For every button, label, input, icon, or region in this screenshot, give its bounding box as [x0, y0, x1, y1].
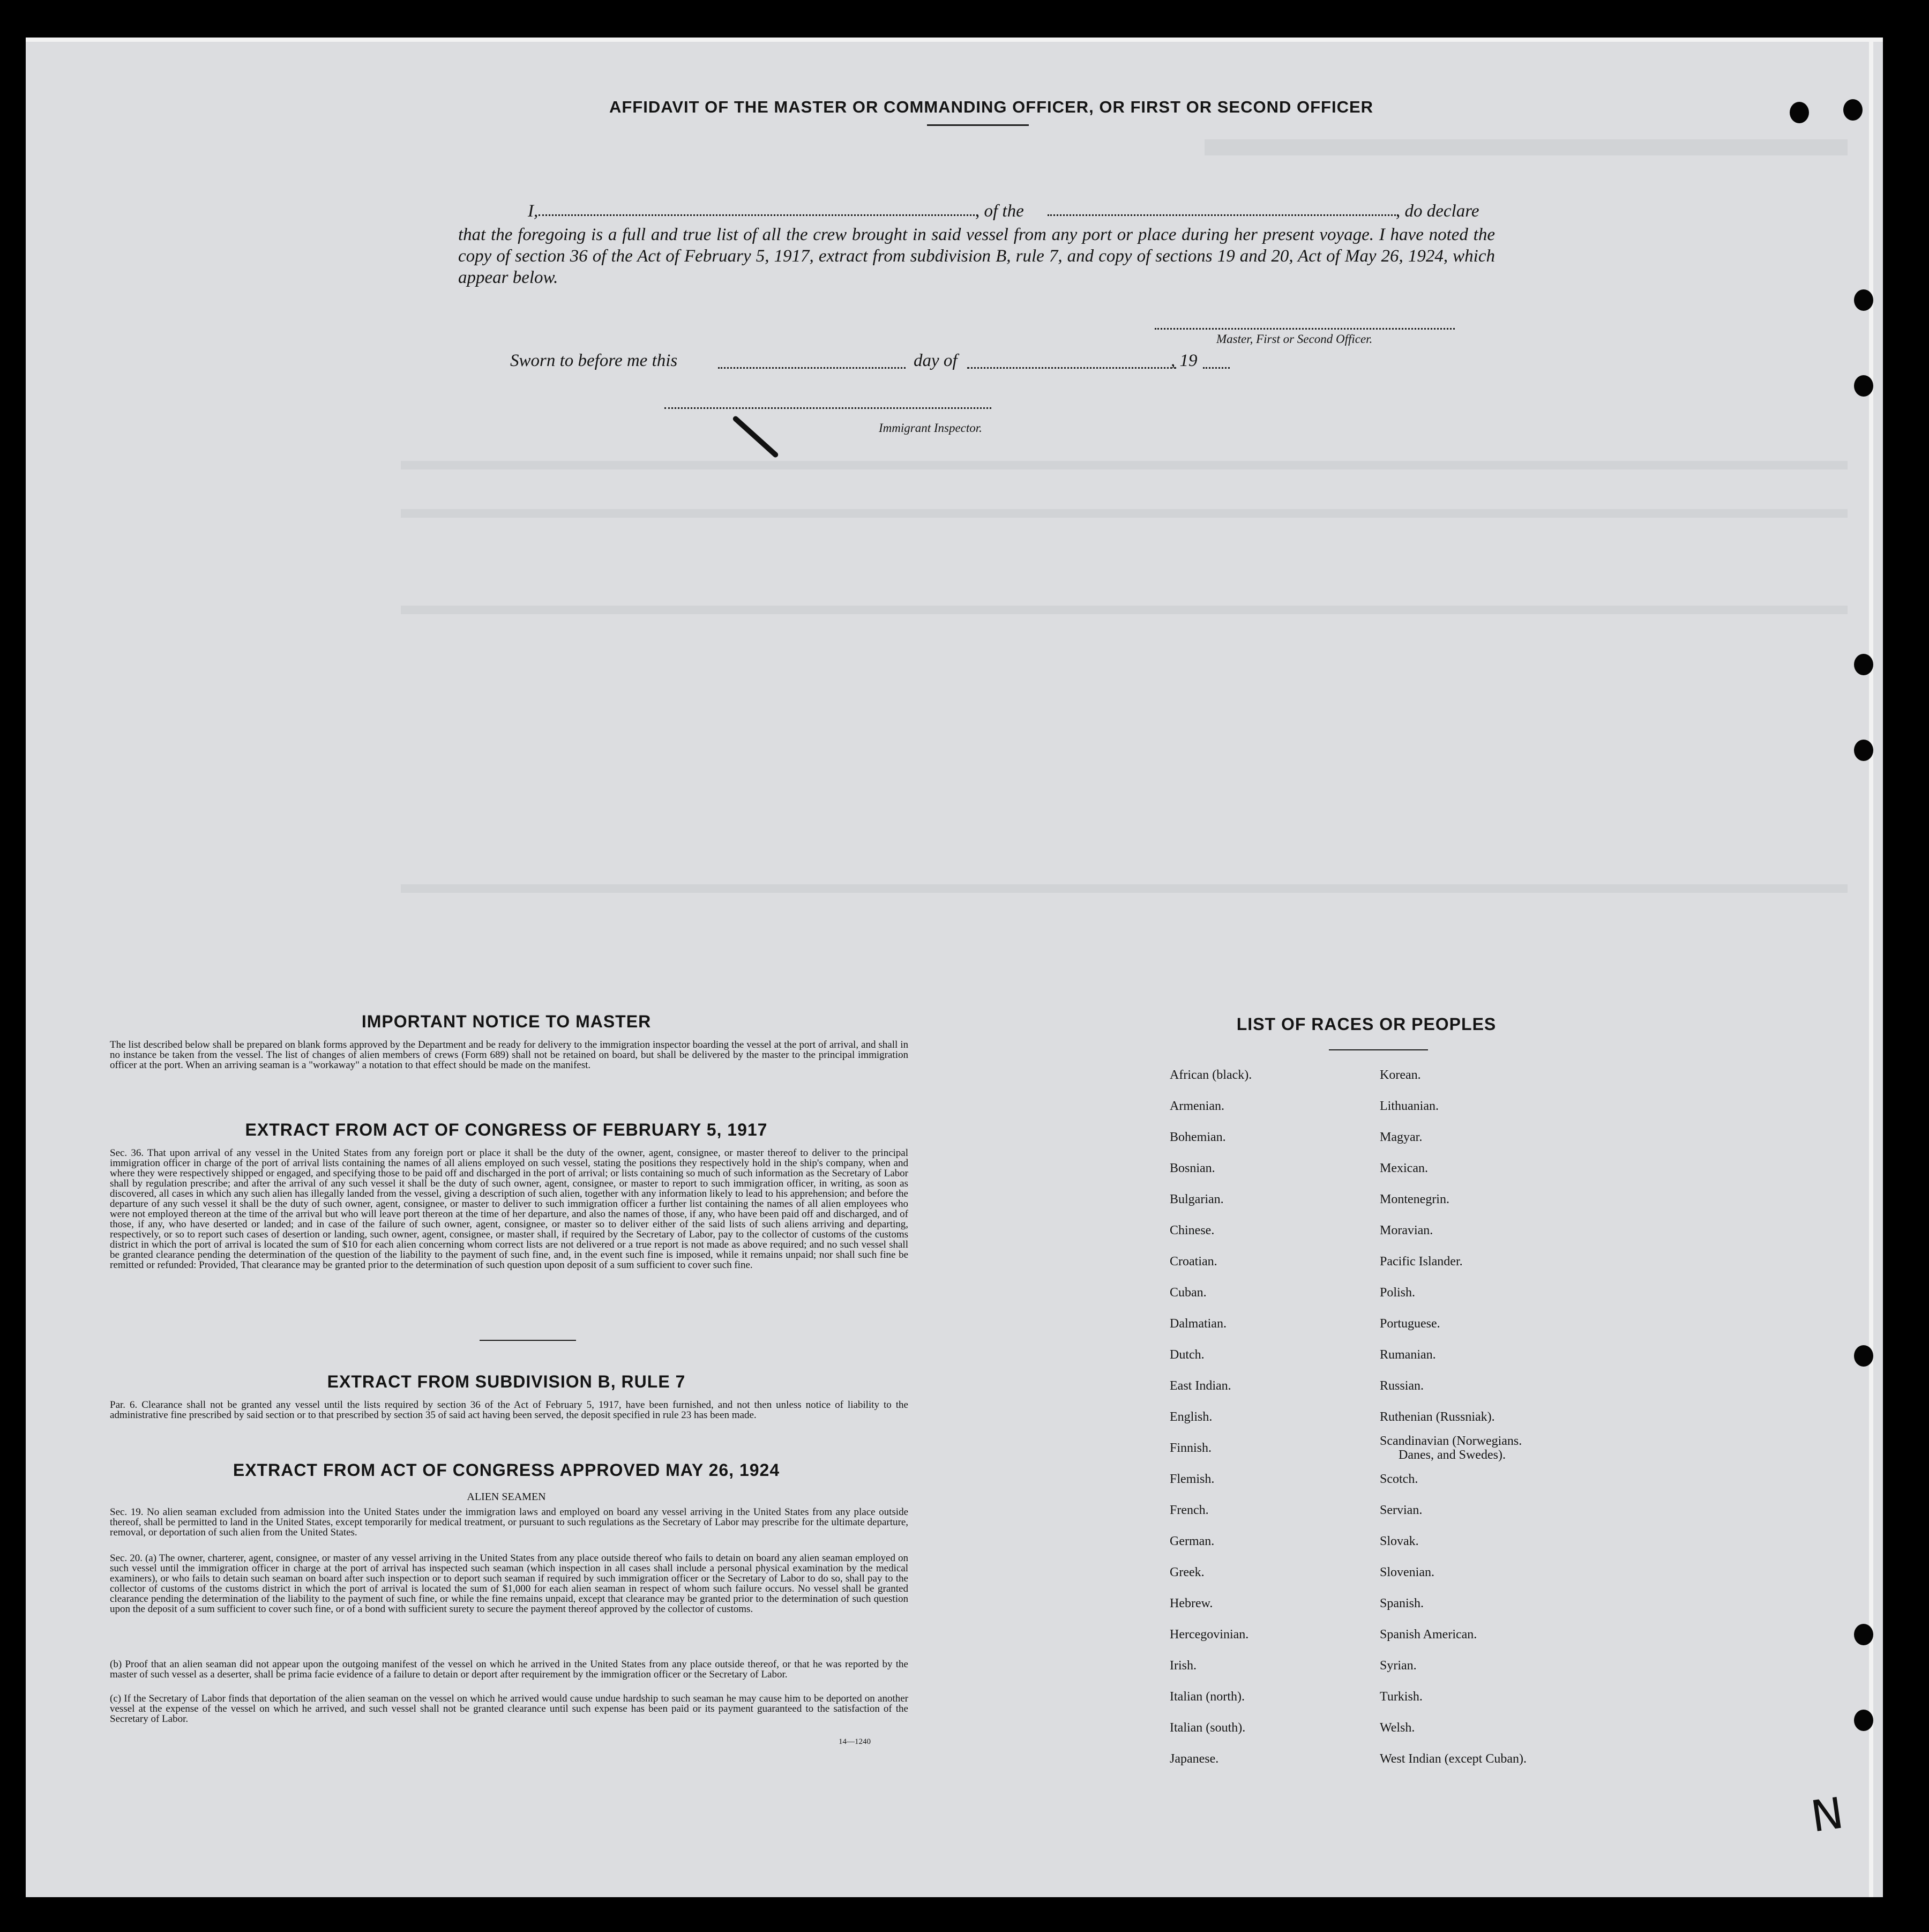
- race-item: Spanish.: [1380, 1597, 1424, 1610]
- extract-1924-sec20c: (c) If the Secretary of Labor finds that deportation of the alien seaman on the vessel on which he arrived would cause undue hardship to such seaman he may cause him to be deported on another vessel at the expense of the vessel on which he arrived, and such vessel shall not be granted clearance until such expense has been paid or its payment guaranteed to the satisfaction of the Secretary of Labor.: [110, 1693, 908, 1725]
- affidavit-declare-label: , do declare: [1396, 202, 1479, 221]
- sworn-day-label: day of: [914, 351, 958, 370]
- race-item: Croatian.: [1170, 1255, 1217, 1269]
- race-item: Greek.: [1170, 1565, 1205, 1579]
- bleed-through: [401, 606, 1848, 614]
- race-item: Danes, and Swedes).: [1399, 1448, 1506, 1462]
- inspector-label: Immigrant Inspector.: [879, 421, 982, 435]
- race-item: Irish.: [1170, 1659, 1197, 1673]
- extract-1924-subtitle: ALIEN SEAMEN: [467, 1491, 546, 1503]
- bleed-through: [401, 509, 1848, 518]
- race-item: Armenian.: [1170, 1099, 1224, 1113]
- race-item: Italian (south).: [1170, 1721, 1246, 1735]
- punch-hole: [1854, 1710, 1873, 1731]
- race-item: Scotch.: [1380, 1472, 1418, 1486]
- race-item: Japanese.: [1170, 1752, 1219, 1766]
- race-item: Chinese.: [1170, 1224, 1215, 1237]
- sworn-year-label: , 19: [1171, 351, 1198, 370]
- race-item: Cuban.: [1170, 1286, 1207, 1300]
- extract-rule7-title: EXTRACT FROM SUBDIVISION B, RULE 7: [327, 1372, 686, 1391]
- extract-1917-text: Sec. 36. That upon arrival of any vessel in the United States from any foreign port or place it shall be the duty of the owner, agent, consignee, or master thereof to deliver to the principal immigration officer in charge of the port of arrival lists containing the names of all aliens employed on such vessel, stating the positions they respectively hold in the ship's company, when and where they were respectively shipped or engaged, and specifying those to be paid off and discharged in the port of arrival; or lists containing so much of such information as the Secretary of Labor shall by regulation prescribe; and after the arrival of any such vessel it shall be the duty of such owner, agent, consignee, or master to report to such immigration officer, in writing, as soon as discovered, all cases in which any such alien has illegally landed from the vessel, giving a description of such alien, together with any information likely to lead to his apprehension; and before the departure of any such vessel it shall be the duty of such owner, agent, consignee, or master to deliver to such immigration officer a further list containing the names of all alien employees who were not employed thereon at the time of the arrival but who will leave port thereon at the time of her departure, and also the names of those, if any, who have been paid off and discharged, and of those, if any, who have deserted or landed; and in case of the failure of such owner, agent, consignee, or master so to deliver either of the said lists of such aliens arriving and departing, respectively, or so to report such cases of desertion or landing, such owner, agent, consignee, or master shall, if required by the Secretary of Labor, pay to the collector of customs of the customs district in which the port of arrival is located the sum of $10 for each alien concerning whom correct lists are not delivered or a true report is not made as above required; and no such vessel shall be granted clearance pending the determination of the question of the liability to the payment of such fine, and, in the event such fine is imposed, while it remains unpaid; nor shall such fine be remitted or refunded: Provided, That clearance may be granted prior to the determination of such question upon deposit of a sum sufficient to cover such fine.: [110, 1147, 908, 1271]
- affidavit-paragraph: that the foregoing is a full and true list of all the crew brought in said vessel from any port or place during her present voyage. I have noted the copy of section 36 of the Act of February 5, 1917, extract from subdivision B, rule 7, and copy of sections 19 and 20, Act of May 26, 1924, which appear below.: [458, 225, 1495, 287]
- race-item: Russian.: [1380, 1379, 1424, 1393]
- notice-title: IMPORTANT NOTICE TO MASTER: [361, 1012, 652, 1031]
- punch-hole: [1843, 99, 1863, 121]
- extract-1924-title: EXTRACT FROM ACT OF CONGRESS APPROVED MAY 26, 1924: [233, 1460, 780, 1480]
- sworn-day-field[interactable]: [718, 367, 906, 369]
- race-item: Lithuanian.: [1380, 1099, 1439, 1113]
- race-item: Polish.: [1380, 1286, 1416, 1300]
- race-item: Welsh.: [1380, 1721, 1415, 1735]
- race-item: Syrian.: [1380, 1659, 1417, 1673]
- punch-hole: [1854, 289, 1873, 311]
- race-item: East Indian.: [1170, 1379, 1231, 1393]
- race-item: Pacific Islander.: [1380, 1255, 1463, 1269]
- race-item: Magyar.: [1380, 1130, 1423, 1144]
- race-item: Finnish.: [1170, 1441, 1212, 1455]
- bleed-through: [401, 461, 1848, 469]
- punch-hole: [1854, 740, 1873, 761]
- race-item: West Indian (except Cuban).: [1380, 1752, 1527, 1766]
- race-item: Slovenian.: [1380, 1565, 1434, 1579]
- master-signature-label: Master, First or Second Officer.: [1216, 332, 1373, 346]
- race-item: Rumanian.: [1380, 1348, 1436, 1362]
- punch-hole: [1790, 102, 1809, 123]
- race-item: Hercegovinian.: [1170, 1628, 1249, 1642]
- race-item: Turkish.: [1380, 1690, 1423, 1704]
- race-item: Hebrew.: [1170, 1597, 1213, 1610]
- race-item: Bosnian.: [1170, 1161, 1215, 1175]
- race-item: Spanish American.: [1380, 1628, 1477, 1642]
- affidavit-i-label: I,: [528, 202, 539, 221]
- race-item: African (black).: [1170, 1068, 1252, 1082]
- master-signature-field[interactable]: [1155, 328, 1455, 330]
- race-item: French.: [1170, 1503, 1209, 1517]
- extract-1924-sec19: Sec. 19. No alien seaman excluded from admission into the United States under the immigration laws and employed on board any vessel arriving in the United States from any place outside thereof, shall be permitted to land in the United States, except temporarily for medical treatment, or pursuant to such regulations as the Secretary of Labor may prescribe for the ultimate departure, removal, or deportation of such alien from the United States.: [110, 1506, 908, 1538]
- race-item: Dutch.: [1170, 1348, 1205, 1362]
- race-item: Ruthenian (Russniak).: [1380, 1410, 1495, 1424]
- races-title-underline: [1329, 1049, 1428, 1050]
- extract-rule7-text: Par. 6. Clearance shall not be granted any vessel until the lists required by section 36 of the Act of February 5, 1917, have been furnished, and not then unless notice of liability to the administrative fine prescribed by said section or to that prescribed by section 35 of said act having been served, the deposit specified in rule 23 has been made.: [110, 1399, 908, 1421]
- race-item: German.: [1170, 1534, 1215, 1548]
- race-item: Slovak.: [1380, 1534, 1419, 1548]
- sworn-label: Sworn to before me this: [510, 351, 678, 370]
- extract-1917-title: EXTRACT FROM ACT OF CONGRESS OF FEBRUARY 5, 1917: [245, 1120, 768, 1139]
- section-divider: [480, 1340, 576, 1341]
- notice-text: The list described below shall be prepared on blank forms approved by the Department and be ready for delivery to the immigration inspector boarding the vessel at the port of arrival, and shall in no instance be taken from the vessel. The list of changes of alien members of crews (Form 689) shall not be retained on board, but shall be delivered by the master to the principal immigration officer at the port. When an arriving seaman is a "workaway" a notation to that effect should be made on the manifest.: [110, 1039, 908, 1071]
- punch-hole: [1854, 1345, 1873, 1367]
- extract-1924-sec20a: Sec. 20. (a) The owner, charterer, agent, consignee, or master of any vessel arriving in the United States from any place outside thereof who fails to detain on board any alien seaman employed on such vessel until the immigration officer in charge at the port of arrival has inspected such seaman (which inspection in all cases shall include a personal physical examination by the medical examiners), or who fails to detain such seaman on board after such inspection or to deport such seaman if required by such immigration officer or the Secretary of Labor to do so, shall pay to the collector of customs of the customs district in which the port of arrival is located the sum of $1,000 for each alien seaman in respect of whom such failure occurs. No vessel shall be granted clearance pending the determination of the liability to the payment of such fine, or while the fine remains unpaid, except that clearance may be granted prior to the determination of such question upon the deposit of a sum sufficient to cover such fine, or of a bond with sufficient surety to secure the payment thereof approved by the collector of customs.: [110, 1553, 908, 1615]
- race-item: Bulgarian.: [1170, 1192, 1224, 1206]
- race-item: Mexican.: [1380, 1161, 1428, 1175]
- sworn-year-field[interactable]: [1203, 367, 1230, 369]
- race-item: Italian (north).: [1170, 1690, 1245, 1704]
- race-item: Flemish.: [1170, 1472, 1215, 1486]
- sworn-month-field[interactable]: [967, 367, 1176, 369]
- inspector-signature-field[interactable]: [664, 407, 991, 409]
- punch-hole: [1854, 375, 1873, 397]
- declarant-name-field[interactable]: [539, 214, 978, 216]
- affidavit-title: AFFIDAVIT OF THE MASTER OR COMMANDING OFFICER, OR FIRST OR SECOND OFFICER: [609, 98, 1374, 116]
- race-item: Scandinavian (Norwegians.: [1380, 1434, 1522, 1448]
- handwritten-margin-note: N: [1807, 1788, 1847, 1842]
- race-item: Portuguese.: [1380, 1317, 1440, 1331]
- affidavit-of-the-label: , of the: [975, 202, 1024, 221]
- bleed-through: [401, 884, 1848, 893]
- race-item: Bohemian.: [1170, 1130, 1226, 1144]
- extract-1924-sec20b: (b) Proof that an alien seaman did not appear upon the outgoing manifest of the vessel on which he arrived in the United States from any place outside thereof, or that he was reported by the master of such vessel as a deserter, shall be prima facie evidence of a failure to detain or deport after requirement by the immigration officer or the Secretary of Labor.: [110, 1659, 908, 1680]
- race-item: English.: [1170, 1410, 1213, 1424]
- races-title: LIST OF RACES OR PEOPLES: [1236, 1015, 1497, 1034]
- race-item: Dalmatian.: [1170, 1317, 1227, 1331]
- bleed-through: [1205, 139, 1848, 155]
- punch-hole: [1854, 654, 1873, 675]
- punch-hole: [1854, 1624, 1873, 1645]
- race-item: Servian.: [1380, 1503, 1423, 1517]
- race-item: Korean.: [1380, 1068, 1421, 1082]
- race-item: Montenegrin.: [1380, 1192, 1449, 1206]
- vessel-name-field[interactable]: [1048, 214, 1399, 216]
- form-number: 14—1240: [839, 1737, 871, 1746]
- paper-right-edge: [1869, 38, 1873, 1897]
- race-item: Moravian.: [1380, 1224, 1433, 1237]
- document-sheet: [26, 38, 1883, 1897]
- title-underline: [927, 124, 1029, 126]
- paper-top-edge: [26, 38, 1883, 42]
